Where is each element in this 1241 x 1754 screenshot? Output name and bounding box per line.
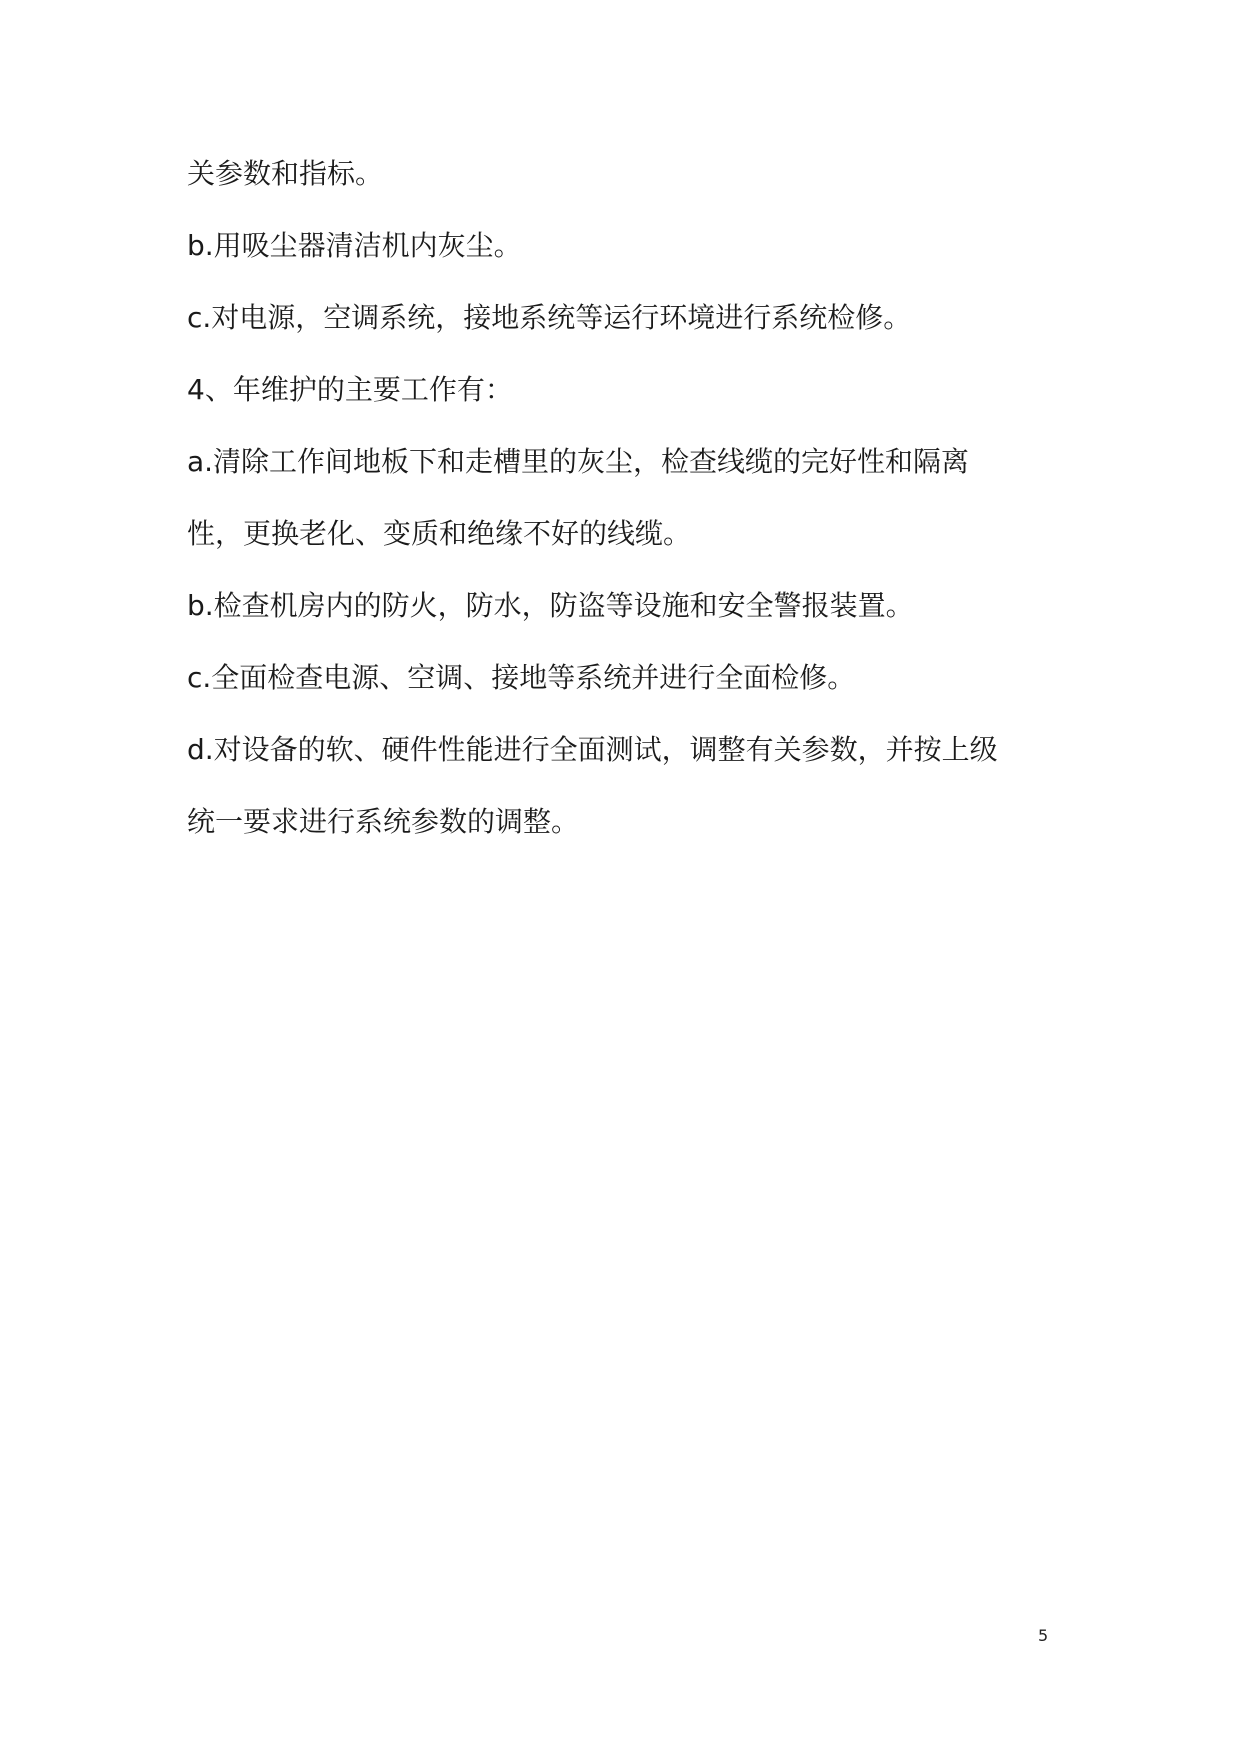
text-line: d.对设备的软、硬件性能进行全面测试，调整有关参数，并按上级 — [187, 733, 998, 766]
text-line: b.用吸尘器清洁机内灰尘。 — [187, 229, 522, 262]
text-line: 统一要求进行系统参数的调整。 — [187, 805, 580, 838]
page-number: 5 — [1038, 1626, 1049, 1645]
text-line: c.全面检查电源、空调、接地等系统并进行全面检修。 — [187, 661, 856, 694]
text-line: c.对电源，空调系统，接地系统等运行环境进行系统检修。 — [187, 301, 912, 334]
body-text — [187, 148, 1067, 868]
section-heading: 4、年维护的主要工作有： — [187, 373, 513, 406]
text-line: 性，更换老化、变质和绝缘不好的线缆。 — [187, 517, 692, 550]
text-line: b.检查机房内的防火，防水，防盗等设施和安全警报装置。 — [187, 589, 914, 622]
text-line: a.清除工作间地板下和走槽里的灰尘，检查线缆的完好性和隔离 — [187, 445, 970, 478]
text-line: 关参数和指标。 — [187, 157, 384, 190]
